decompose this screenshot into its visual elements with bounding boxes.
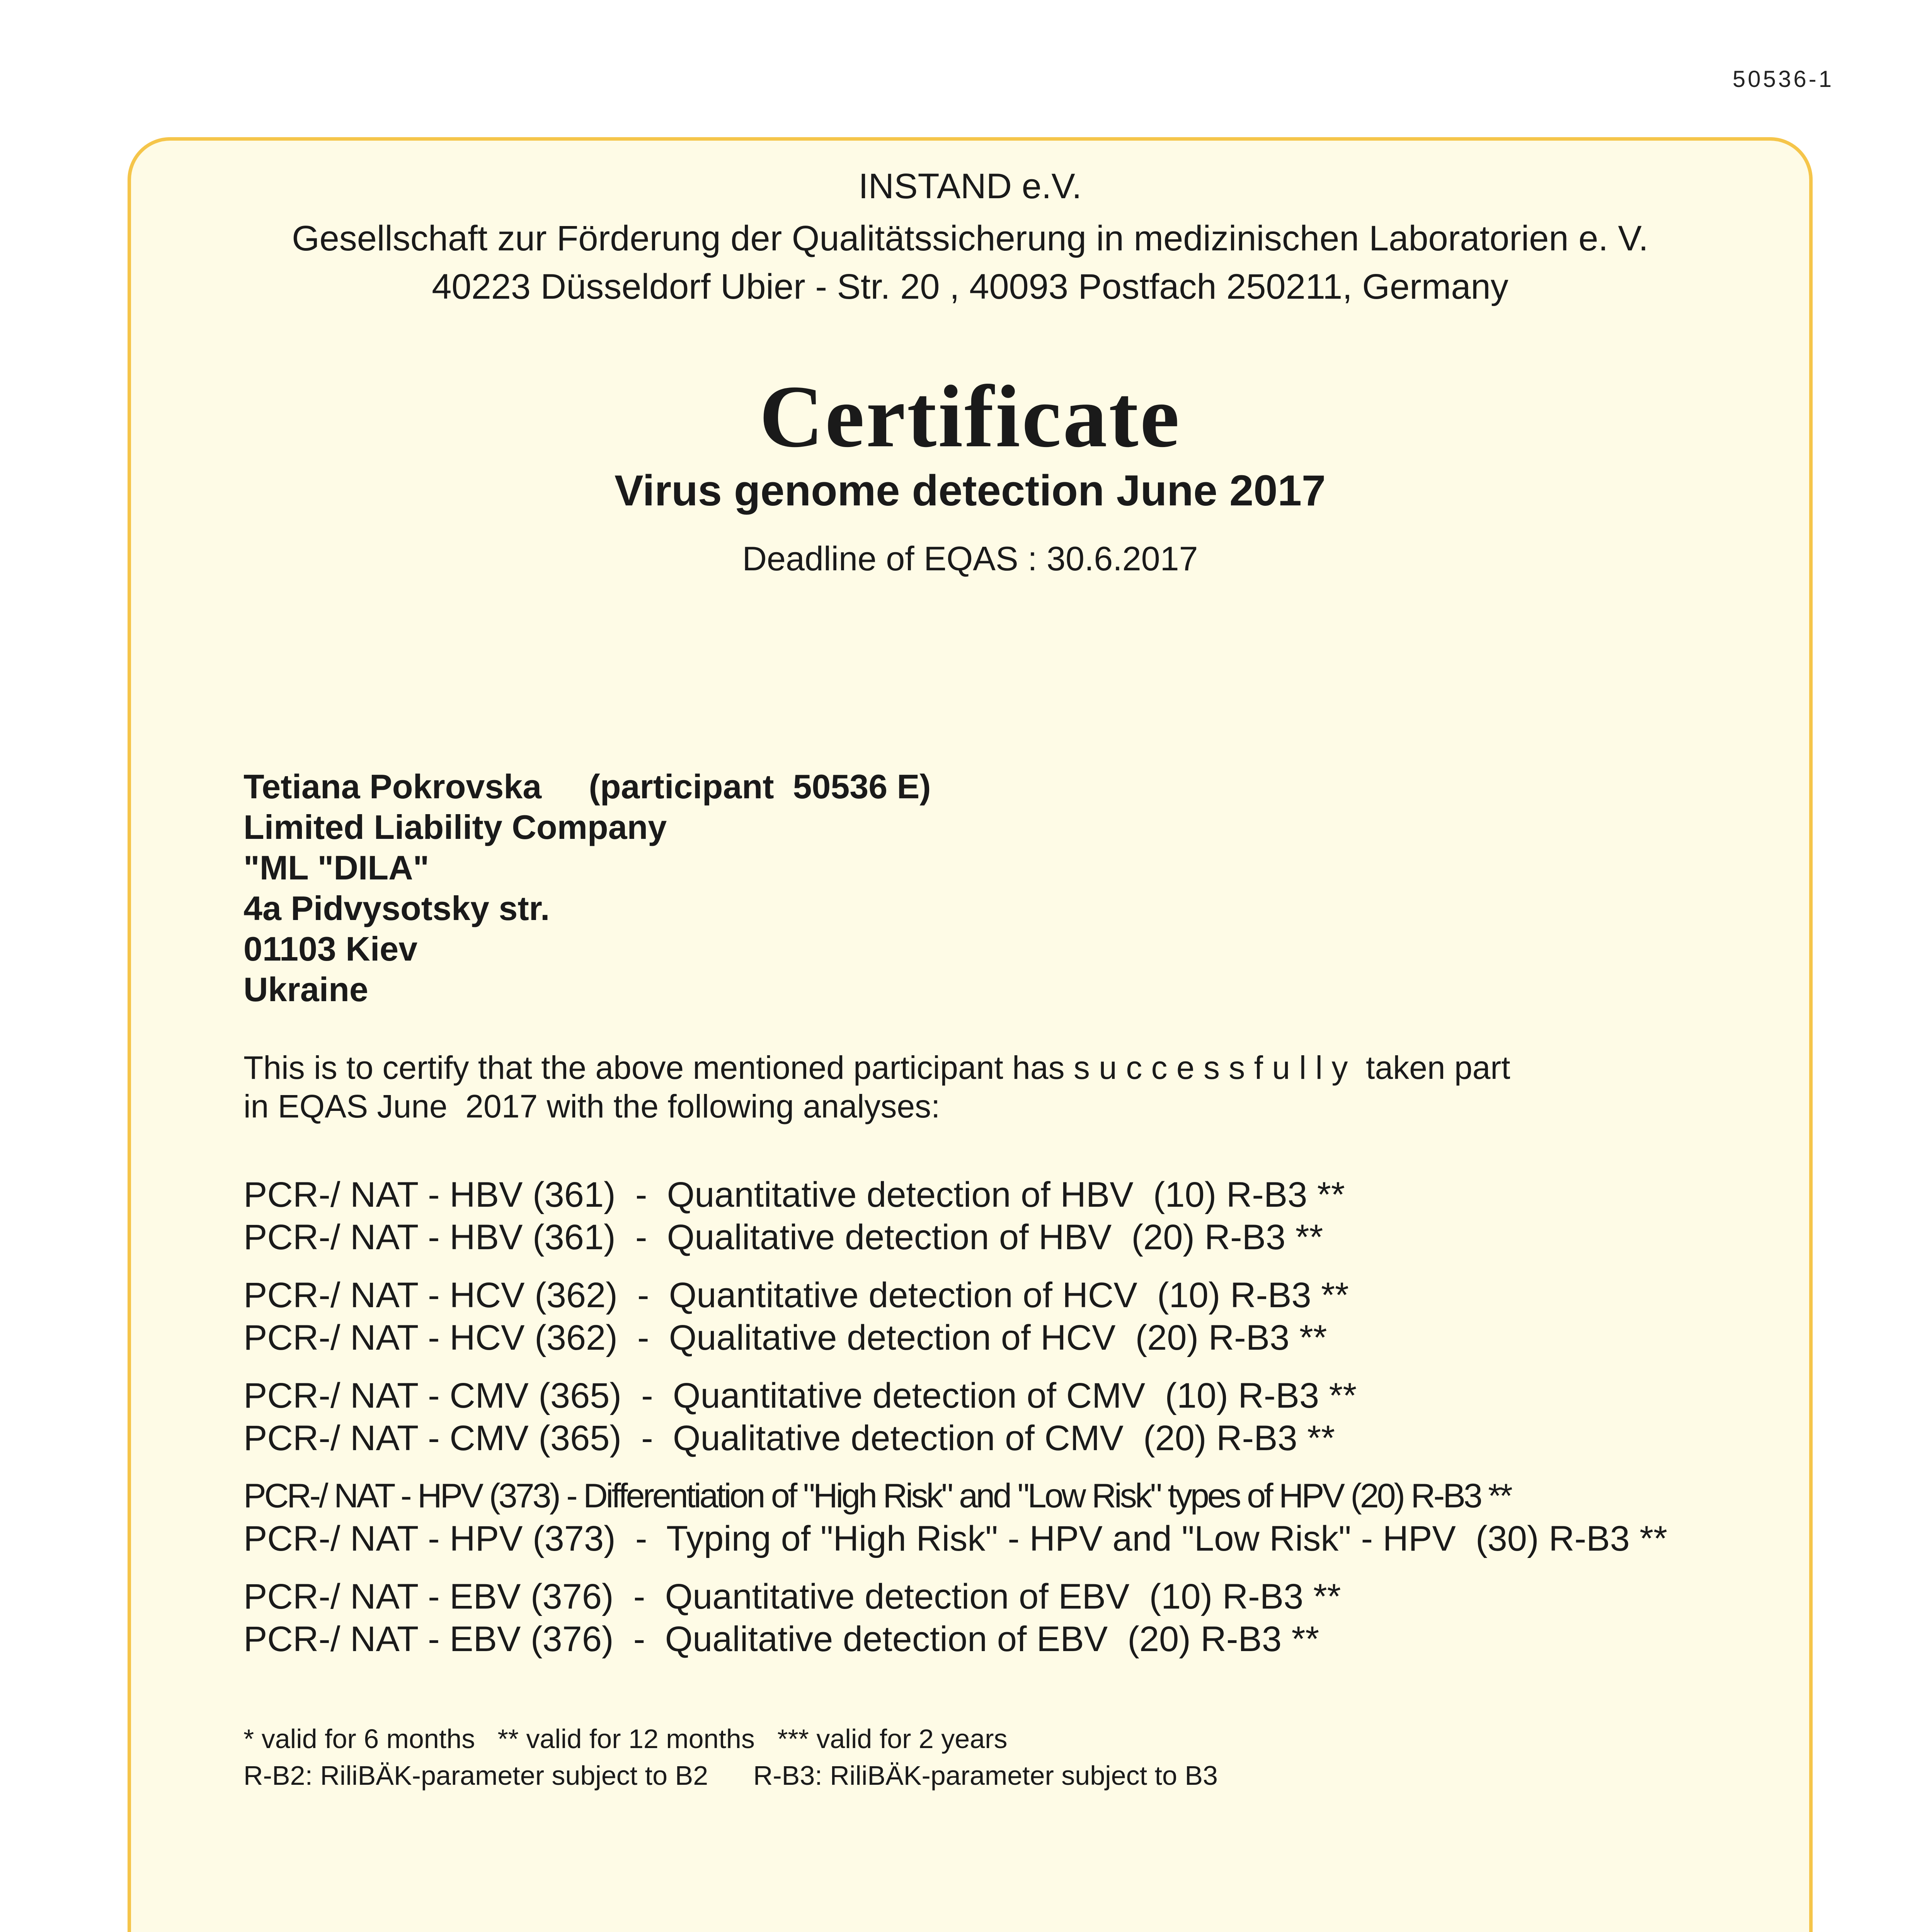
participant-lab: "ML "DILA" — [243, 849, 429, 887]
validity-footnote: * valid for 6 months ** valid for 12 months *** valid for 2 years — [243, 1724, 1008, 1754]
participant-country: Ukraine — [243, 970, 368, 1009]
analysis-item: PCR-/ NAT - CMV (365) - Quantitative detection of CMV (10) R-B3 ** — [243, 1376, 1357, 1415]
organization-name: INSTAND e.V. — [858, 167, 1082, 206]
statement-line-1: This is to certify that the above mentioned participant has s u c c e s s f u l l y taken part — [243, 1049, 1510, 1086]
participant-city: 01103 Kiev — [243, 930, 418, 968]
analysis-item: PCR-/ NAT - EBV (376) - Qualitative detection of EBV (20) R-B3 ** — [243, 1619, 1319, 1659]
eqas-deadline: Deadline of EQAS : 30.6.2017 — [742, 539, 1198, 578]
certificate-subtitle: Virus genome detection June 2017 — [614, 466, 1326, 515]
parameter-footnote: R-B2: RiliBÄK-parameter subject to B2 R-B3: RiliBÄK-parameter subject to B3 — [243, 1760, 1218, 1791]
analysis-item: PCR-/ NAT - HCV (362) - Qualitative detection of HCV (20) R-B3 ** — [243, 1318, 1327, 1357]
statement-line-2: in EQAS June 2017 with the following analyses: — [243, 1088, 940, 1124]
participant-street: 4a Pidvysotsky str. — [243, 889, 550, 927]
organization-full-name: Gesellschaft zur Förderung der Qualitätssicherung in medizinischen Laboratorien e. V. — [292, 219, 1648, 258]
document-number: 50536-1 — [1732, 66, 1834, 92]
analysis-item: PCR-/ NAT - HCV (362) - Quantitative detection of HCV (10) R-B3 ** — [243, 1276, 1349, 1315]
participant-name: Tetiana Pokrovska (participant 50536 E) — [243, 767, 931, 806]
organization-address: 40223 Düsseldorf Ubier - Str. 20 , 40093 Postfach 250211, Germany — [432, 267, 1508, 306]
analysis-item: PCR-/ NAT - CMV (365) - Qualitative detection of CMV (20) R-B3 ** — [243, 1418, 1335, 1458]
analysis-item: PCR-/ NAT - HBV (361) - Quantitative detection of HBV (10) R-B3 ** — [243, 1175, 1345, 1214]
analysis-item: PCR-/ NAT - HBV (361) - Qualitative detection of HBV (20) R-B3 ** — [243, 1218, 1323, 1257]
participant-company: Limited Liability Company — [243, 808, 667, 846]
analysis-item: PCR-/ NAT - HPV (373) - Differentiation of "High Risk" and "Low Risk" types of HPV (20) R-B3 ** — [243, 1476, 1511, 1515]
certificate-title: Certificate — [759, 367, 1181, 466]
analysis-item: PCR-/ NAT - HPV (373) - Typing of "High Risk" - HPV and "Low Risk" - HPV (30) R-B3 ** — [243, 1519, 1667, 1558]
analysis-item: PCR-/ NAT - EBV (376) - Quantitative detection of EBV (10) R-B3 ** — [243, 1577, 1341, 1616]
